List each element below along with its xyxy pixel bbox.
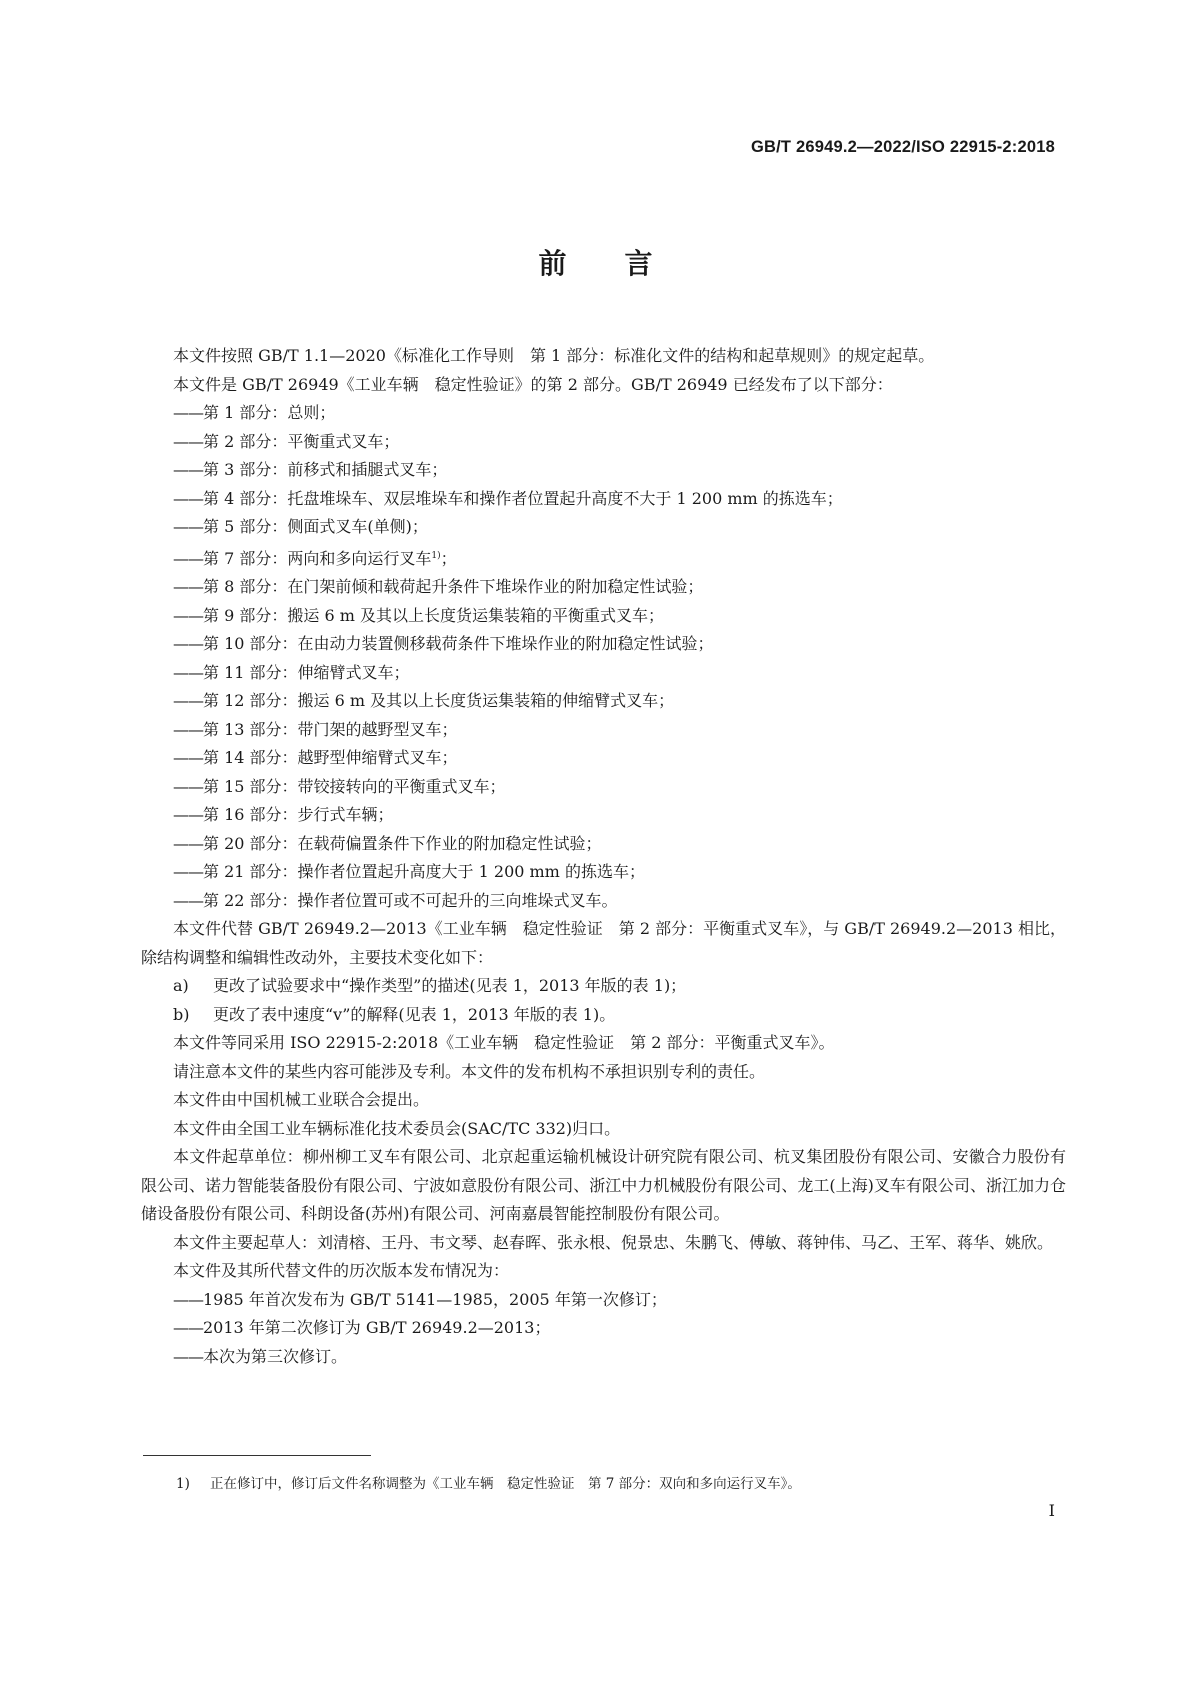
changes-list (141, 972, 1066, 1029)
paragraph-series-intro: 本文件是 GB/T 26949《工业车辆 稳定性验证》的第 2 部分。GB/T 26949 已经发布了以下部分： (173, 374, 893, 394)
document-code: GB/T 26949.2—2022/ISO 22915-2:2018 (751, 138, 1055, 156)
list-item: ——1985 年首次发布为 GB/T 5141—1985，2005 年第一次修订； (173, 1289, 667, 1309)
list-item: ——第 22 部分：操作者位置可或不可起升的三向堆垛式叉车。 (173, 890, 618, 910)
footnote-text: 正在修订中，修订后文件名称调整为《工业车辆 稳定性验证 第 7 部分：双向和多向运行叉车》。 (210, 1476, 801, 1492)
paragraph-history-intro: 本文件及其所代替文件的历次版本发布情况为： (173, 1261, 510, 1280)
list-item: ——第 16 部分：步行式车辆； (173, 805, 394, 824)
paragraph-patent-notice: 请注意本文件的某些内容可能涉及专利。本文件的发布机构不承担识别专利的责任。 (173, 1061, 766, 1081)
list-item: ——第 12 部分：搬运 6 m 及其以上长度货运集装箱的伸缩臂式叉车； (173, 691, 675, 710)
list-item: ——第 13 部分：带门架的越野型叉车； (173, 719, 458, 739)
paragraph-iso-equivalence: 本文件等同采用 ISO 22915-2:2018《工业车辆 稳定性验证 第 2 部分：平衡重式叉车》。 (173, 1033, 835, 1052)
list-item: ——第 20 部分：在载荷偏置条件下作业的附加稳定性试验； (173, 833, 602, 853)
list-item: ——第 4 部分：托盘堆垛车、双层堆垛车和操作者位置起升高度不大于 1 200 mm 的拣选车； (173, 488, 843, 508)
list-item: ——第 3 部分：前移式和插腿式叉车； (173, 460, 448, 479)
page-number: I (1048, 1501, 1055, 1520)
paragraph-proposer: 本文件由中国机械工业联合会提出。 (173, 1090, 430, 1109)
paragraph-drafting-rules: 本文件按照 GB/T 1.1—2020《标准化工作导则 第 1 部分：标准化文件的结构和起草规则》的规定起草。 (173, 346, 935, 365)
list-item: ——第 21 部分：操作者位置起升高度大于 1 200 mm 的拣选车； (173, 862, 645, 881)
parts-list (141, 399, 1066, 915)
footnote-divider (143, 1455, 371, 1456)
footnote-mark: 1) (176, 1476, 190, 1492)
list-item: ——第 14 部分：越野型伸缩臂式叉车； (173, 748, 458, 767)
document-body (141, 342, 1066, 1371)
list-item: b) 更改了表中速度“v”的解释(见表 1，2013 年版的表 1)。 (173, 1004, 616, 1024)
page-title: 前言 (538, 247, 711, 280)
list-item: ——第 9 部分：搬运 6 m 及其以上长度货运集装箱的平衡重式叉车； (173, 605, 664, 625)
list-item: ——2013 年第二次修订为 GB/T 26949.2—2013； (173, 1318, 551, 1337)
list-item: ——第 1 部分：总则； (173, 403, 336, 422)
list-item: a) 更改了试验要求中“操作类型”的描述(见表 1，2013 年版的表 1)； (173, 976, 687, 995)
list-item: ——第 2 部分：平衡重式叉车； (173, 431, 400, 451)
paragraph-replacement: 本文件代替 GB/T 26949.2—2013《工业车辆 稳定性验证 第 2 部分：平衡重式叉车》，与 GB/T 26949.2—2013 相比，除结构调整和编辑性改动外，主要技术变化如下： (141, 919, 1066, 967)
footnote-reference[interactable]: 1) (431, 550, 441, 561)
list-item: ——第 10 部分：在由动力装置侧移载荷条件下堆垛作业的附加稳定性试验； (173, 634, 714, 653)
paragraph-drafters: 本文件主要起草人：刘清榕、王丹、韦文琴、赵春晖、张永根、倪景忠、朱鹏飞、傅敏、蒋钟伟、马乙、王军、蒋华、姚欣。 (173, 1232, 1054, 1252)
list-item: ——第 7 部分：两向和多向运行叉车$^{1)}$； (173, 548, 457, 568)
list-item: ——第 5 部分：侧面式叉车(单侧)； (173, 517, 428, 536)
list-item: ——本次为第三次修订。 (173, 1346, 348, 1366)
paragraph-committee: 本文件由全国工业车辆标准化技术委员会(SAC/TC 332)归口。 (173, 1118, 621, 1138)
footnote (176, 1472, 801, 1492)
list-item: ——第 15 部分：带铰接转向的平衡重式叉车； (173, 776, 506, 796)
history-list (141, 1286, 1066, 1372)
list-item: ——第 8 部分：在门架前倾和载荷起升条件下堆垛作业的附加稳定性试验； (173, 577, 704, 596)
list-item: ——第 11 部分：伸缩臂式叉车； (173, 662, 410, 682)
paragraph-drafting-units: 本文件起草单位：柳州柳工叉车有限公司、北京起重运输机械设计研究院有限公司、杭叉集团股份有限公司、安徽合力股份有限公司、诺力智能装备股份有限公司、宁波如意股份有限公司、浙江中力机械股份有限公司、龙工(上海)叉车有限公司、浙江加力仓储设备股份有限公司、科朗设备(苏州)有限公司、河南嘉晨智能控制股份有限公司。 (141, 1147, 1066, 1223)
